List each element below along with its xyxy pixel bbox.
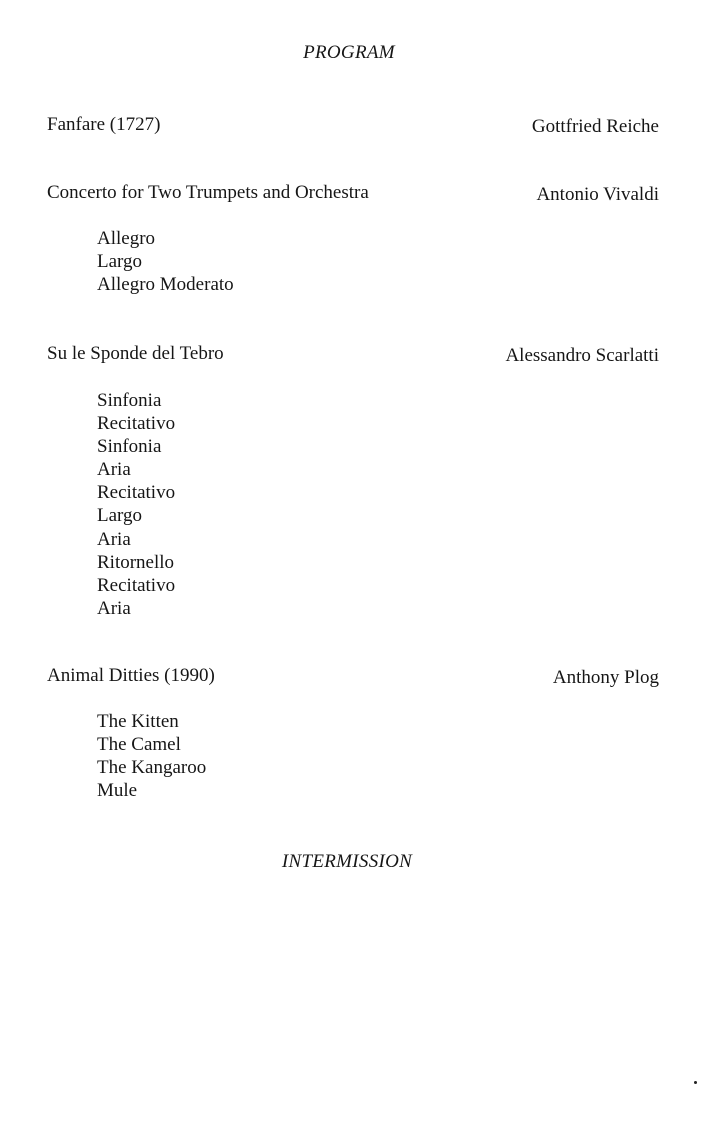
scan-speck [694, 1081, 697, 1084]
movement-item: Aria [97, 459, 131, 481]
movement-item: The Kangaroo [97, 757, 207, 779]
movement-item: The Kitten [97, 711, 179, 732]
composer-name: Antonio Vivaldi [536, 184, 659, 205]
movement-item: Recitativo [97, 413, 176, 435]
movement-item: Sinfonia [97, 436, 162, 458]
movement-item: Allegro [97, 228, 156, 249]
movement-item: Largo [97, 505, 143, 527]
movement-item: Aria [97, 597, 131, 619]
movement-item: Mule [97, 780, 138, 802]
movement-item: Recitativo [97, 482, 176, 504]
movement-item: Ritornello [97, 551, 175, 573]
movement-list [97, 227, 234, 296]
movement-item: The Camel [97, 734, 181, 756]
movement-list [97, 710, 206, 802]
movement-list [97, 389, 175, 620]
piece-title: Su le Sponde del Tebro [47, 343, 224, 364]
program-title: PROGRAM [303, 42, 395, 63]
composer-name: Anthony Plog [552, 667, 659, 688]
movement-item: Aria [97, 528, 131, 550]
piece-title: Fanfare (1727) [47, 114, 161, 135]
intermission-label: INTERMISSION [281, 851, 413, 872]
movement-item: Allegro Moderato [97, 274, 234, 296]
movement-item: Sinfonia [97, 390, 162, 411]
movement-item: Largo [97, 251, 143, 273]
composer-name: Alessandro Scarlatti [505, 345, 659, 366]
piece-title: Concerto for Two Trumpets and Orchestra [47, 182, 369, 203]
composer-name: Gottfried Reiche [531, 116, 659, 137]
piece-title: Animal Ditties (1990) [47, 665, 215, 686]
movement-item: Recitativo [97, 574, 176, 596]
